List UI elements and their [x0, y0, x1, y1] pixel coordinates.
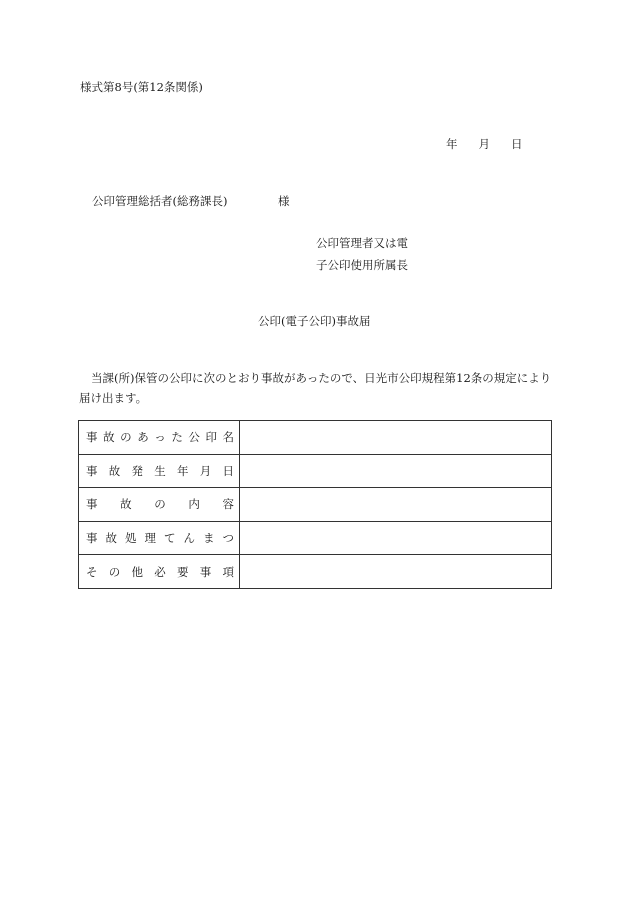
date-line	[446, 139, 523, 151]
form-number: 様式第8号(第12条関係)	[80, 80, 203, 94]
addressee-honorific: 様	[278, 194, 290, 208]
row-label: 事 故 処 理 て ん ま つ	[86, 531, 234, 546]
row-label: 事 故 の 内 容	[86, 497, 234, 512]
table-row	[79, 555, 552, 589]
row-label: 事 故 の あ っ た 公 印 名	[86, 430, 234, 445]
addressee-name: 公印管理総括者(総務課長)	[92, 194, 228, 208]
body-paragraph: 当課(所)保管の公印に次のとおり事故があったので、日光市公印規程第12条の規定により届け出ます。	[79, 371, 552, 405]
row-label-cell	[79, 555, 240, 589]
row-value-field[interactable]	[240, 421, 552, 455]
table-row	[79, 521, 552, 555]
document-title: 公印(電子公印)事故届	[258, 314, 371, 328]
row-value-field[interactable]	[240, 555, 552, 589]
table-row	[79, 421, 552, 455]
row-value-field[interactable]	[240, 488, 552, 522]
row-value-field[interactable]	[240, 521, 552, 555]
sender-line-1: 公印管理者又は電	[316, 236, 408, 250]
row-label: そ の 他 必 要 事 項	[86, 564, 234, 579]
sender-line-2: 子公印使用所属長	[316, 258, 408, 272]
row-label-cell	[79, 421, 240, 455]
table-row	[79, 488, 552, 522]
date-year-label: 年	[446, 137, 458, 151]
report-table	[78, 420, 552, 589]
row-label: 事 故 発 生 年 月 日	[86, 463, 234, 478]
row-label-cell	[79, 488, 240, 522]
date-month-label: 月	[478, 137, 490, 151]
row-label-cell	[79, 521, 240, 555]
table-row	[79, 454, 552, 488]
row-value-field[interactable]	[240, 454, 552, 488]
date-day-label: 日	[511, 137, 523, 151]
row-label-cell	[79, 454, 240, 488]
